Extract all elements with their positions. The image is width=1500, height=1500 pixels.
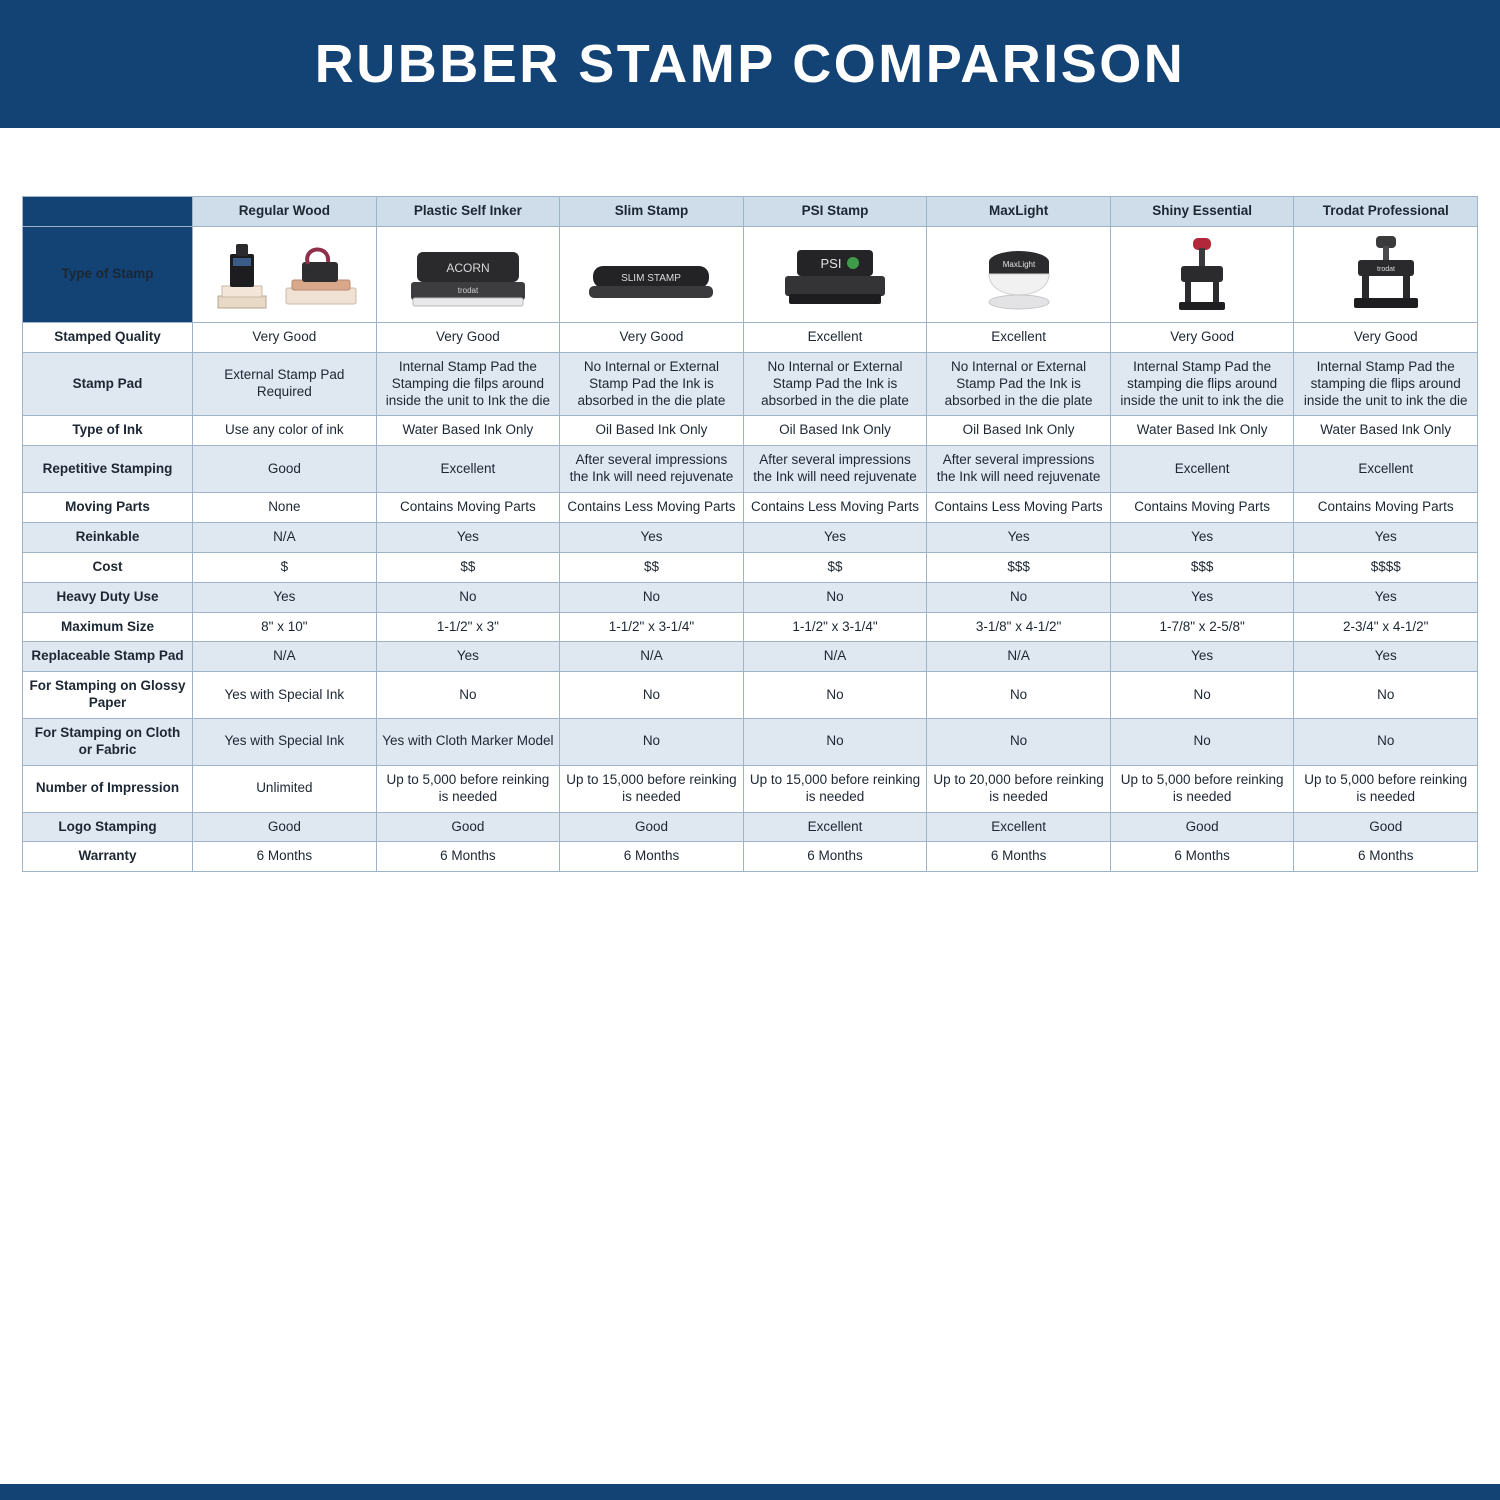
row-label-repetitive-stamping: Repetitive Stamping	[23, 446, 193, 493]
cell-type-of-stamp-slim-stamp	[560, 226, 744, 322]
column-header-regular-wood: Regular Wood	[193, 197, 377, 227]
cell-stamp-pad-3: No Internal or External Stamp Pad the Ink is absorbed in the die plate	[743, 352, 927, 416]
cell-impressions-6: Up to 5,000 before reinking is needed	[1294, 765, 1478, 812]
cell-reinkable-0: N/A	[193, 522, 377, 552]
column-header-slim-stamp: Slim Stamp	[560, 197, 744, 227]
cell-type-of-ink-5: Water Based Ink Only	[1110, 416, 1294, 446]
cell-type-of-ink-0: Use any color of ink	[193, 416, 377, 446]
cell-logo-5: Good	[1110, 812, 1294, 842]
cell-type-of-stamp-psi-stamp	[743, 226, 927, 322]
page-header-banner	[0, 0, 1500, 128]
column-header-psi-stamp: PSI Stamp	[743, 197, 927, 227]
cell-replaceable-pad-4: N/A	[927, 642, 1111, 672]
cell-type-of-ink-4: Oil Based Ink Only	[927, 416, 1111, 446]
table-row-warranty	[23, 842, 1478, 872]
column-header-plastic-self-inker: Plastic Self Inker	[376, 197, 560, 227]
svg-text:SLIM STAMP: SLIM STAMP	[621, 273, 682, 285]
cell-heavy-duty-1: No	[376, 582, 560, 612]
cell-repetitive-stamping-6: Excellent	[1294, 446, 1478, 493]
cell-glossy-3: No	[743, 672, 927, 719]
cell-impressions-3: Up to 15,000 before reinking is needed	[743, 765, 927, 812]
cell-impressions-5: Up to 5,000 before reinking is needed	[1110, 765, 1294, 812]
svg-text:trodat: trodat	[1376, 266, 1395, 274]
cell-warranty-5: 6 Months	[1110, 842, 1294, 872]
svg-text:ACORN: ACORN	[446, 261, 490, 276]
cell-maximum-size-4: 3-1/8" x 4-1/2"	[927, 612, 1111, 642]
table-row-glossy-paper	[23, 672, 1478, 719]
cell-cloth-5: No	[1110, 719, 1294, 766]
maxlight-stamp-icon	[931, 232, 1106, 316]
cell-type-of-ink-2: Oil Based Ink Only	[560, 416, 744, 446]
cell-maximum-size-3: 1-1/2" x 3-1/4"	[743, 612, 927, 642]
cell-repetitive-stamping-4: After several impressions the Ink will need rejuvenate	[927, 446, 1111, 493]
table-row-stamped-quality	[23, 322, 1478, 352]
row-label-warranty: Warranty	[23, 842, 193, 872]
row-label-stamped-quality: Stamped Quality	[23, 322, 193, 352]
cell-cost-1: $$	[376, 552, 560, 582]
page-footer-bar	[0, 1484, 1500, 1500]
cell-type-of-stamp-plastic-self-inker	[376, 226, 560, 322]
cell-moving-parts-5: Contains Moving Parts	[1110, 493, 1294, 523]
table-header-row	[23, 197, 1478, 227]
slim-stamp-icon	[564, 232, 739, 316]
row-label-type-of-stamp: Type of Stamp	[23, 226, 193, 322]
row-label-maximum-size: Maximum Size	[23, 612, 193, 642]
row-label-moving-parts: Moving Parts	[23, 493, 193, 523]
cell-maximum-size-6: 2-3/4" x 4-1/2"	[1294, 612, 1478, 642]
cell-logo-0: Good	[193, 812, 377, 842]
cell-cloth-3: No	[743, 719, 927, 766]
cell-warranty-1: 6 Months	[376, 842, 560, 872]
plastic-self-inker-icon	[381, 232, 556, 316]
psi-stamp-icon	[748, 232, 923, 316]
cell-warranty-2: 6 Months	[560, 842, 744, 872]
cell-replaceable-pad-5: Yes	[1110, 642, 1294, 672]
cell-repetitive-stamping-0: Good	[193, 446, 377, 493]
table-row-reinkable	[23, 522, 1478, 552]
cell-type-of-stamp-trodat-professional	[1294, 226, 1478, 322]
cell-logo-6: Good	[1294, 812, 1478, 842]
table-row-moving-parts	[23, 493, 1478, 523]
cell-reinkable-4: Yes	[927, 522, 1111, 552]
cell-stamped-quality-1: Very Good	[376, 322, 560, 352]
cell-type-of-ink-1: Water Based Ink Only	[376, 416, 560, 446]
cell-repetitive-stamping-2: After several impressions the Ink will need rejuvenate	[560, 446, 744, 493]
cell-glossy-1: No	[376, 672, 560, 719]
cell-stamp-pad-2: No Internal or External Stamp Pad the Ink is absorbed in the die plate	[560, 352, 744, 416]
table-row-maximum-size	[23, 612, 1478, 642]
cell-impressions-2: Up to 15,000 before reinking is needed	[560, 765, 744, 812]
cell-stamped-quality-5: Very Good	[1110, 322, 1294, 352]
cell-moving-parts-0: None	[193, 493, 377, 523]
svg-text:MaxLight: MaxLight	[1002, 260, 1035, 270]
row-label-heavy-duty-use: Heavy Duty Use	[23, 582, 193, 612]
cell-logo-1: Good	[376, 812, 560, 842]
column-header-maxlight: MaxLight	[927, 197, 1111, 227]
cell-impressions-1: Up to 5,000 before reinking is needed	[376, 765, 560, 812]
cell-stamped-quality-2: Very Good	[560, 322, 744, 352]
comparison-table-container	[22, 196, 1478, 872]
cell-impressions-0: Unlimited	[193, 765, 377, 812]
cell-type-of-stamp-maxlight	[927, 226, 1111, 322]
row-label-replaceable-stamp-pad: Replaceable Stamp Pad	[23, 642, 193, 672]
stamp-comparison-table	[22, 196, 1478, 872]
cell-cost-3: $$	[743, 552, 927, 582]
cell-cost-4: $$$	[927, 552, 1111, 582]
table-row-logo-stamping	[23, 812, 1478, 842]
cell-moving-parts-4: Contains Less Moving Parts	[927, 493, 1111, 523]
table-row-type-of-ink	[23, 416, 1478, 446]
cell-stamp-pad-0: External Stamp Pad Required	[193, 352, 377, 416]
cell-cloth-0: Yes with Special Ink	[193, 719, 377, 766]
cell-stamp-pad-4: No Internal or External Stamp Pad the Ink is absorbed in the die plate	[927, 352, 1111, 416]
row-label-logo-stamping: Logo Stamping	[23, 812, 193, 842]
table-row-heavy-duty-use	[23, 582, 1478, 612]
cell-stamped-quality-0: Very Good	[193, 322, 377, 352]
cell-warranty-4: 6 Months	[927, 842, 1111, 872]
cell-logo-3: Excellent	[743, 812, 927, 842]
page-title: RUBBER STAMP COMPARISON	[314, 34, 1186, 94]
cell-cloth-4: No	[927, 719, 1111, 766]
cell-reinkable-3: Yes	[743, 522, 927, 552]
cell-replaceable-pad-1: Yes	[376, 642, 560, 672]
cell-replaceable-pad-6: Yes	[1294, 642, 1478, 672]
cell-replaceable-pad-0: N/A	[193, 642, 377, 672]
table-row-number-of-impression	[23, 765, 1478, 812]
cell-glossy-6: No	[1294, 672, 1478, 719]
cell-maximum-size-5: 1-7/8" x 2-5/8"	[1110, 612, 1294, 642]
cell-repetitive-stamping-3: After several impressions the Ink will need rejuvenate	[743, 446, 927, 493]
cell-type-of-ink-3: Oil Based Ink Only	[743, 416, 927, 446]
table-row-cost	[23, 552, 1478, 582]
row-label-glossy-paper: For Stamping on Glossy Paper	[23, 672, 193, 719]
cell-cost-2: $$	[560, 552, 744, 582]
cell-stamp-pad-1: Internal Stamp Pad the Stamping die filps around inside the unit to Ink the die	[376, 352, 560, 416]
cell-maximum-size-1: 1-1/2" x 3"	[376, 612, 560, 642]
svg-text:PSI: PSI	[820, 256, 842, 272]
table-row-stamp-pad	[23, 352, 1478, 416]
cell-cost-6: $$$$	[1294, 552, 1478, 582]
row-label-number-of-impression: Number of Impression	[23, 765, 193, 812]
cell-replaceable-pad-2: N/A	[560, 642, 744, 672]
cell-heavy-duty-2: No	[560, 582, 744, 612]
table-corner-cell	[23, 197, 193, 227]
cell-repetitive-stamping-1: Excellent	[376, 446, 560, 493]
trodat-professional-stamp-icon	[1298, 232, 1473, 316]
cell-stamped-quality-4: Excellent	[927, 322, 1111, 352]
cell-glossy-4: No	[927, 672, 1111, 719]
table-row-cloth-fabric	[23, 719, 1478, 766]
cell-warranty-3: 6 Months	[743, 842, 927, 872]
cell-repetitive-stamping-5: Excellent	[1110, 446, 1294, 493]
cell-heavy-duty-4: No	[927, 582, 1111, 612]
cell-maximum-size-0: 8" x 10"	[193, 612, 377, 642]
cell-moving-parts-1: Contains Moving Parts	[376, 493, 560, 523]
cell-maximum-size-2: 1-1/2" x 3-1/4"	[560, 612, 744, 642]
cell-replaceable-pad-3: N/A	[743, 642, 927, 672]
cell-cloth-2: No	[560, 719, 744, 766]
cell-heavy-duty-6: Yes	[1294, 582, 1478, 612]
table-row-replaceable-stamp-pad	[23, 642, 1478, 672]
shiny-essential-stamp-icon	[1115, 232, 1290, 316]
table-row-repetitive-stamping	[23, 446, 1478, 493]
cell-stamped-quality-3: Excellent	[743, 322, 927, 352]
cell-cloth-6: No	[1294, 719, 1478, 766]
cell-glossy-0: Yes with Special Ink	[193, 672, 377, 719]
cell-cloth-1: Yes with Cloth Marker Model	[376, 719, 560, 766]
cell-reinkable-1: Yes	[376, 522, 560, 552]
cell-type-of-stamp-shiny-essential	[1110, 226, 1294, 322]
cell-moving-parts-2: Contains Less Moving Parts	[560, 493, 744, 523]
cell-glossy-2: No	[560, 672, 744, 719]
cell-stamp-pad-6: Internal Stamp Pad the stamping die flips around inside the unit to ink the die	[1294, 352, 1478, 416]
cell-heavy-duty-0: Yes	[193, 582, 377, 612]
cell-type-of-stamp-regular-wood	[193, 226, 377, 322]
cell-type-of-ink-6: Water Based Ink Only	[1294, 416, 1478, 446]
cell-moving-parts-3: Contains Less Moving Parts	[743, 493, 927, 523]
row-label-reinkable: Reinkable	[23, 522, 193, 552]
cell-reinkable-2: Yes	[560, 522, 744, 552]
cell-heavy-duty-5: Yes	[1110, 582, 1294, 612]
cell-reinkable-6: Yes	[1294, 522, 1478, 552]
cell-logo-2: Good	[560, 812, 744, 842]
column-header-shiny-essential: Shiny Essential	[1110, 197, 1294, 227]
row-label-type-of-ink: Type of Ink	[23, 416, 193, 446]
cell-reinkable-5: Yes	[1110, 522, 1294, 552]
row-label-cloth-fabric: For Stamping on Cloth or Fabric	[23, 719, 193, 766]
cell-cost-5: $$$	[1110, 552, 1294, 582]
cell-cost-0: $	[193, 552, 377, 582]
cell-moving-parts-6: Contains Moving Parts	[1294, 493, 1478, 523]
cell-glossy-5: No	[1110, 672, 1294, 719]
table-row-type-of-stamp	[23, 226, 1478, 322]
row-label-stamp-pad: Stamp Pad	[23, 352, 193, 416]
svg-text:trodat: trodat	[457, 286, 479, 296]
cell-stamped-quality-6: Very Good	[1294, 322, 1478, 352]
cell-warranty-6: 6 Months	[1294, 842, 1478, 872]
wood-stamp-icon	[197, 232, 372, 316]
cell-warranty-0: 6 Months	[193, 842, 377, 872]
cell-impressions-4: Up to 20,000 before reinking is needed	[927, 765, 1111, 812]
cell-heavy-duty-3: No	[743, 582, 927, 612]
column-header-trodat-professional: Trodat Professional	[1294, 197, 1478, 227]
row-label-cost: Cost	[23, 552, 193, 582]
cell-logo-4: Excellent	[927, 812, 1111, 842]
cell-stamp-pad-5: Internal Stamp Pad the stamping die flips around inside the unit to ink the die	[1110, 352, 1294, 416]
